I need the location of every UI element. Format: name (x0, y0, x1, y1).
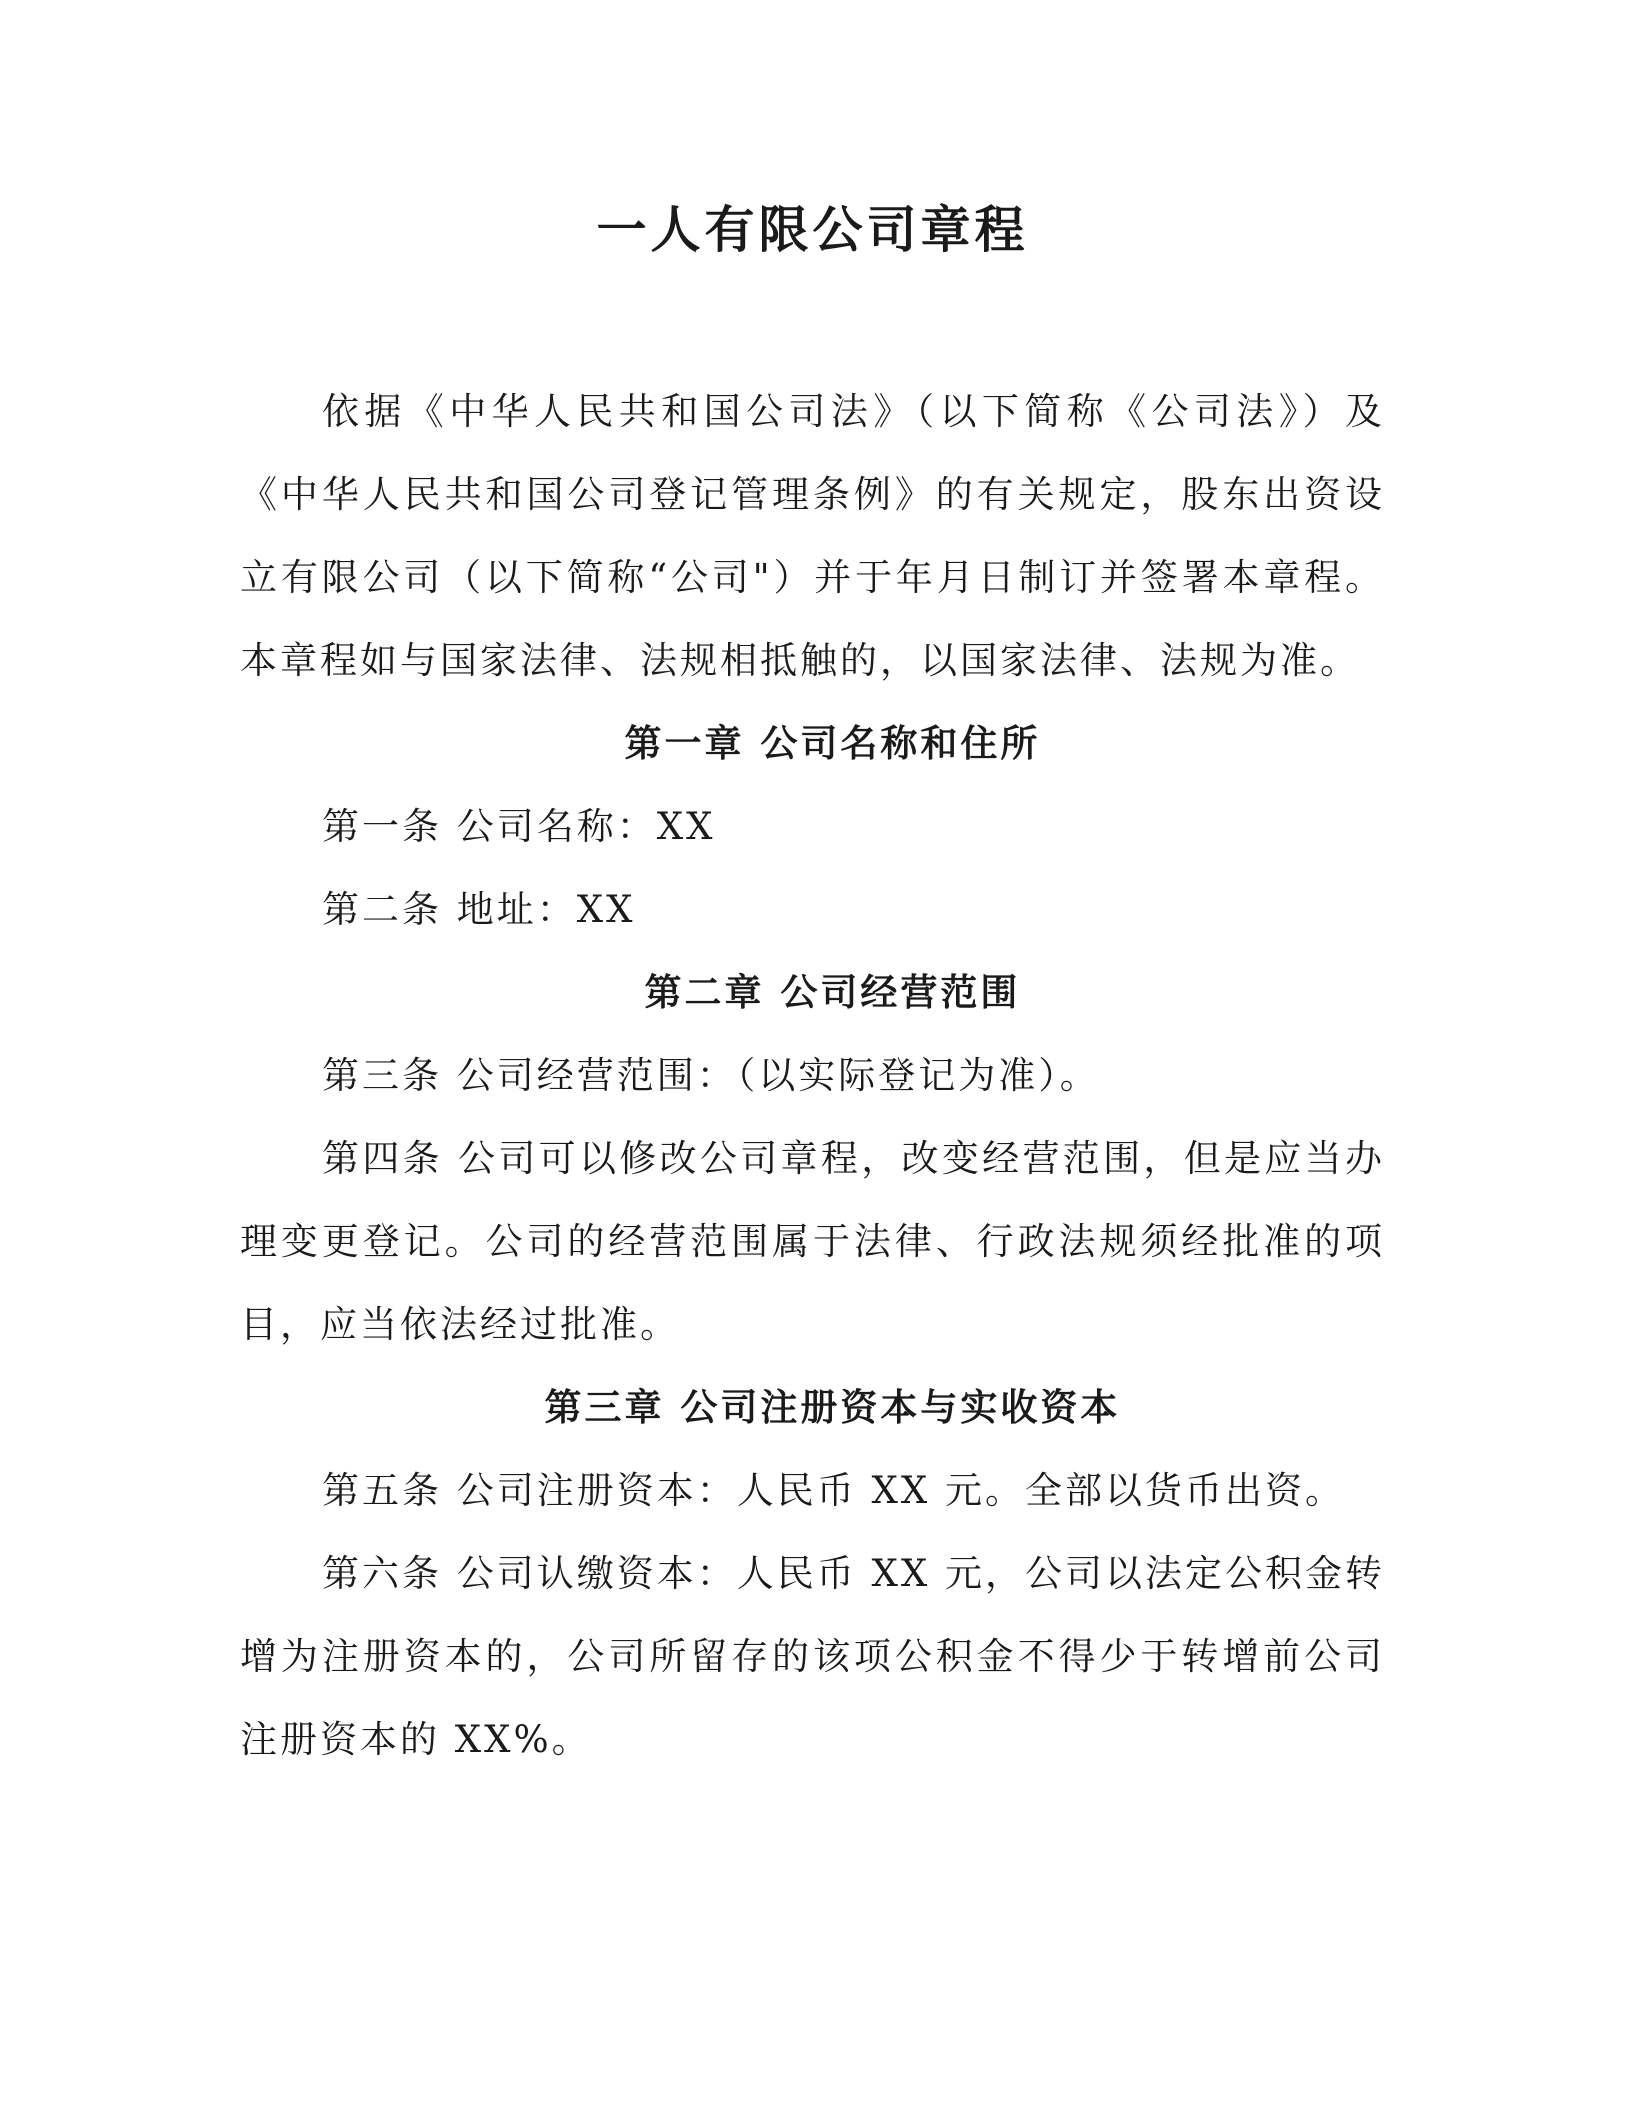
article-1: 第一条 公司名称：XX (322, 805, 716, 848)
preamble-paragraph: 依据《中华人民共和国公司法》（以下简称《公司法》）及《中华人民共和国公司登记管理条例》的有关规定，股东出资设立有限公司（以下简称“公司"）并于年月日制订并签署本章程。本章程如与国家法律、法规相抵触的，以国家法律、法规为准。 (240, 390, 1385, 682)
article-2: 第二条 地址：XX (322, 888, 636, 931)
article-3: 第三条 公司经营范围：（以实际登记为准）。 (322, 1054, 1100, 1097)
article-5: 第五条 公司注册资本：人民币 XX 元。全部以货币出资。 (322, 1469, 1345, 1512)
chapter-1 (240, 702, 1385, 951)
chapter-heading: 第二章 公司经营范围 (644, 970, 1021, 1014)
chapter-heading: 第三章 公司注册资本与实收资本 (544, 1385, 1121, 1429)
chapter-heading: 第一章 公司名称和住所 (624, 721, 1041, 765)
document-title: 一人有限公司章程 (596, 200, 1029, 259)
article-6: 第六条 公司认缴资本：人民币 XX 元，公司以法定公积金转增为注册资本的，公司所留存的该项公积金不得少于转增前公司注册资本的 XX%。 (240, 1552, 1385, 1761)
article-4: 第四条 公司可以修改公司章程，改变经营范围，但是应当办理变更登记。公司的经营范围属于法律、行政法规须经批准的项目，应当依法经过批准。 (240, 1137, 1385, 1346)
chapter-2 (240, 951, 1385, 1366)
document-body (240, 370, 1385, 1781)
chapter-3 (240, 1366, 1385, 1781)
